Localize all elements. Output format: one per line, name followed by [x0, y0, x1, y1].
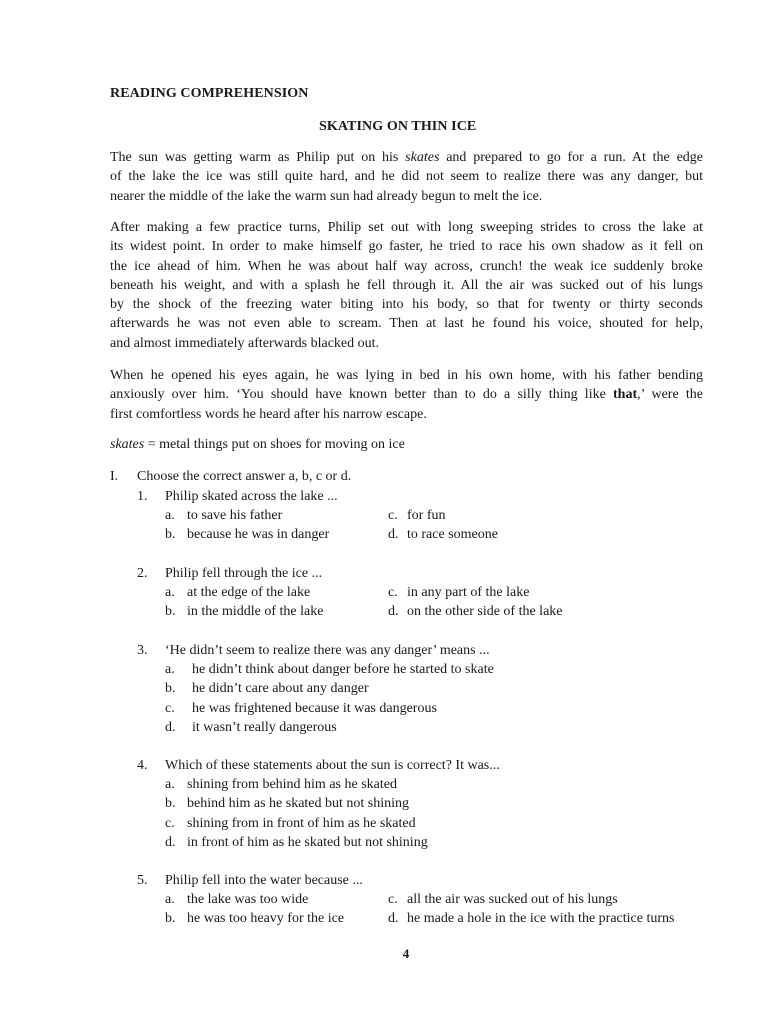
option-letter: b. [165, 911, 176, 927]
option-letter: a. [165, 585, 175, 601]
answer-option-b[interactable] [165, 794, 409, 813]
paragraph-line: its widest point. In order to make himself go faster, he tried to race his own shadow as it fell on [110, 239, 703, 255]
answer-option-d[interactable] [388, 525, 498, 544]
option-text: on the other side of the lake [407, 604, 563, 620]
option-text: behind him as he skated but not shining [187, 796, 410, 812]
question-text: Which of these statements about the sun is correct? It was... [165, 758, 500, 773]
answer-option-c[interactable] [388, 506, 446, 525]
option-letter: d. [165, 719, 176, 735]
paragraph-line: nearer the middle of the lake the warm sun had already begun to melt the ice. [110, 188, 543, 204]
answer-option-c[interactable] [388, 890, 618, 909]
option-letter: d. [388, 604, 399, 620]
option-letter: d. [388, 527, 399, 543]
option-letter: b. [165, 604, 176, 620]
option-letter: d. [388, 911, 399, 927]
answer-option-b[interactable] [165, 909, 344, 928]
option-letter: c. [165, 815, 175, 831]
answer-option-a[interactable] [165, 890, 308, 909]
paragraph-2 [110, 218, 703, 353]
option-letter: c. [388, 508, 398, 524]
option-text: he made a hole in the ice with the practice turns [407, 911, 675, 927]
paragraph-line: and almost immediately afterwards blacked out. [110, 335, 380, 351]
question-text: Philip skated across the lake ... [165, 489, 338, 504]
option-letter: a. [165, 892, 175, 908]
option-letter: a. [165, 777, 175, 793]
option-text: he didn’t think about danger before he started to skate [192, 662, 494, 678]
answer-option-d[interactable] [165, 718, 337, 737]
answer-option-c[interactable] [388, 583, 529, 602]
glossary-term: skates [110, 437, 145, 452]
answer-option-b[interactable] [165, 679, 369, 698]
option-letter: a. [165, 662, 175, 678]
question-number: 1. [137, 489, 148, 504]
option-text: he was too heavy for the ice [187, 911, 345, 927]
story-title: SKATING ON THIN ICE [319, 119, 477, 134]
paragraph-line: afterwards he was not even able to scream. Then at last he found his voice, shouted for help, [110, 316, 703, 332]
paragraph-line: When he opened his eyes again, he was lying in bed in his own home, with his father bending [110, 368, 703, 383]
option-text: for fun [407, 508, 446, 524]
option-text: in any part of the lake [407, 585, 530, 601]
answer-option-d[interactable] [388, 909, 674, 928]
paragraph-line: The sun was getting warm as Philip put on his skates and prepared to go for a run. At the edge [110, 150, 703, 165]
question-text: ‘He didn’t seem to realize there was any danger’ means ... [165, 643, 490, 658]
paragraph-line: beneath his weight, and with a splash he fell through it. All the air was sucked out of his lungs [110, 277, 703, 293]
answer-option-b[interactable] [165, 525, 329, 544]
section-heading: READING COMPREHENSION [110, 86, 309, 101]
option-text: the lake was too wide [187, 892, 309, 908]
question-number: 4. [137, 758, 148, 773]
option-letter: c. [388, 892, 398, 908]
answer-option-c[interactable] [165, 814, 416, 833]
option-text: in front of him as he skated but not shining [187, 834, 428, 850]
option-text: he didn’t care about any danger [192, 681, 369, 697]
paragraph-line: by the shock of the freezing water biting into his body, so that for twenty or thirty seconds [110, 297, 703, 313]
option-letter: b. [165, 796, 176, 812]
question-number: 5. [137, 873, 148, 888]
answer-option-a[interactable] [165, 583, 310, 602]
option-letter: a. [165, 508, 175, 524]
answer-option-b[interactable] [165, 602, 323, 621]
glossary-note [110, 435, 405, 454]
question-text: Philip fell through the ice ... [165, 566, 323, 581]
option-letter: b. [165, 527, 176, 543]
option-text: shining from in front of him as he skated [187, 815, 416, 831]
answer-option-a[interactable] [165, 775, 397, 794]
question-number: 3. [137, 643, 148, 658]
option-letter: c. [165, 700, 175, 716]
paragraph-line: of the lake the ice was still quite hard, and he did not seem to realize there was any danger, but [110, 169, 703, 185]
option-text: at the edge of the lake [187, 585, 311, 601]
option-letter: b. [165, 681, 176, 697]
option-letter: d. [165, 834, 176, 850]
option-text: all the air was sucked out of his lungs [407, 892, 618, 908]
option-text: to save his father [187, 508, 283, 524]
option-text: to race someone [407, 527, 498, 543]
question-number: 2. [137, 566, 148, 581]
option-text: he was frightened because it was dangerous [192, 700, 437, 716]
answer-option-c[interactable] [165, 699, 437, 718]
option-text: it wasn’t really dangerous [192, 719, 337, 735]
glossary-definition: = metal things put on shoes for moving on ice [144, 437, 405, 452]
option-text: in the middle of the lake [187, 604, 324, 620]
answer-option-a[interactable] [165, 660, 494, 679]
option-text: shining from behind him as he skated [187, 777, 397, 793]
answer-option-d[interactable] [388, 602, 563, 621]
skates-term: skates [405, 150, 440, 165]
paragraph-line: anxiously over him. ‘You should have known better than to do a silly thing like that,’ were the [110, 387, 703, 403]
paragraph-3 [110, 366, 703, 424]
option-text: because he was in danger [187, 527, 330, 543]
section-instruction: Choose the correct answer a, b, c or d. [137, 469, 352, 484]
page-number: 4 [402, 946, 410, 961]
paragraph-line: After making a few practice turns, Philip set out with long sweeping strides to cross the lake at [110, 220, 703, 235]
paragraph-line: first comfortless words he heard after his narrow escape. [110, 406, 427, 422]
answer-option-a[interactable] [165, 506, 282, 525]
question-text: Philip fell into the water because ... [165, 873, 363, 888]
answer-option-d[interactable] [165, 833, 428, 852]
emphasis-that: that [613, 387, 638, 403]
section-numeral: I. [110, 469, 119, 484]
paragraph-line: the ice ahead of him. When he was about half way across, crunch! the weak ice suddenly broke [110, 258, 703, 274]
option-letter: c. [388, 585, 398, 601]
paragraph-1 [110, 148, 703, 206]
